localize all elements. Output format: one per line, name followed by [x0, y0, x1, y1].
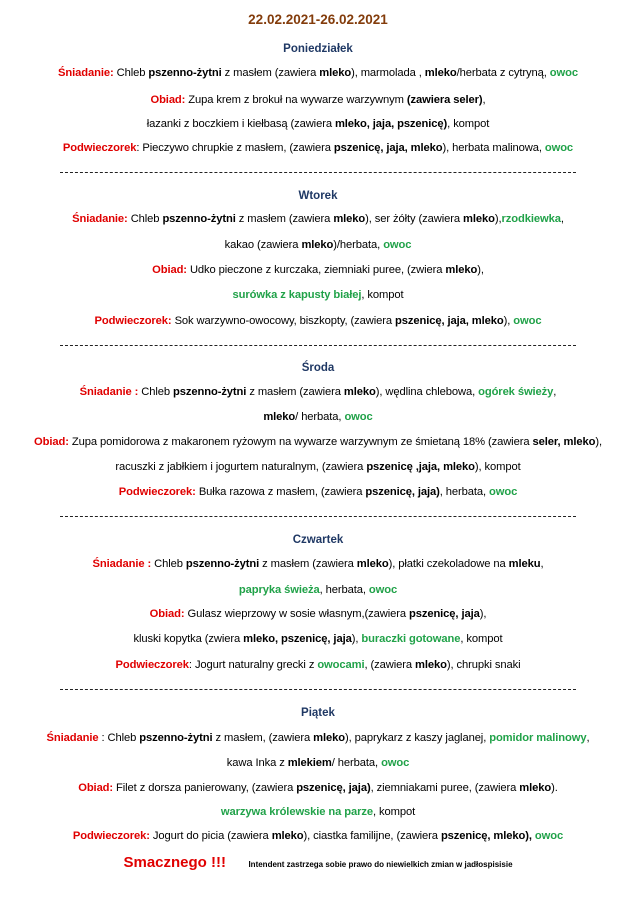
veg-item: ogórek świeży [478, 386, 554, 398]
menu-line [0, 213, 636, 225]
menu-text: Jogurt do picia (zawiera [149, 830, 272, 842]
date-range-title: 22.02.2021-26.02.2021 [248, 12, 388, 27]
veg-item: owoc [489, 486, 518, 498]
meal-label: Podwieczorek: [72, 830, 150, 842]
menu-line [0, 386, 636, 398]
day-heading-friday: Piątek [301, 707, 335, 719]
menu-text: /herbata z cytryną, [456, 67, 550, 79]
meal-label: Śniadanie: [58, 67, 114, 79]
menu-text: z masłem (zawiera [235, 213, 334, 225]
allergen-text: mleko [356, 558, 389, 570]
allergen-text: pszenicę, jaja, mleko [395, 315, 504, 327]
menu-text: ), paprykarz z kaszy jaglanej, [344, 732, 490, 744]
menu-text: , kompot [460, 633, 503, 645]
meal-label: Podwieczorek [62, 142, 137, 154]
veg-item: warzywa królewskie na parze [220, 806, 374, 818]
allergen-text: pszenicę, jaja [408, 608, 480, 620]
menu-line [0, 486, 636, 498]
menu-text: ), [351, 633, 362, 645]
menu-text: ), [494, 213, 502, 225]
day-heading-monday: Poniedziałek [283, 43, 353, 55]
menu-line [0, 67, 636, 79]
veg-item: owoc [534, 830, 564, 842]
allergen-text: (zawiera seler) [406, 94, 483, 106]
menu-line [0, 411, 636, 423]
menu-line [0, 659, 636, 671]
menu-line [0, 436, 636, 448]
menu-text: , kompot [361, 289, 404, 301]
day-heading-tuesday: Wtorek [298, 190, 338, 202]
menu-text: , kompot [373, 806, 416, 818]
menu-text: , herbata, [319, 584, 369, 596]
menu-line [0, 732, 636, 744]
allergen-text: mleko [343, 386, 376, 398]
meal-label: Obiad: [34, 436, 69, 448]
separator [60, 689, 576, 690]
veg-item: owoc [383, 239, 412, 251]
menu-line [0, 461, 636, 473]
separator [60, 516, 576, 517]
menu-text: z masłem, (zawiera [212, 732, 314, 744]
separator [60, 345, 576, 346]
menu-line [0, 782, 636, 794]
allergen-text: mlekiem [287, 757, 332, 769]
allergen-text: mleko [301, 239, 334, 251]
menu-text: z masłem (zawiera [221, 67, 320, 79]
veg-item: owoc [381, 757, 410, 769]
veg-item: owocami [317, 659, 365, 671]
menu-text: Zupa krem z brokuł na wywarze warzywnym [185, 94, 407, 106]
day-heading-wednesday: Środa [301, 362, 335, 374]
menu-line [0, 806, 636, 818]
menu-text: kawa Inka z [226, 757, 288, 769]
veg-item: papryka świeża [238, 584, 320, 596]
menu-text: ), [477, 264, 484, 276]
menu-text: , [540, 558, 544, 570]
allergen-text: pszenno-żytni [162, 213, 236, 225]
menu-text: ), wędlina chlebowa, [375, 386, 479, 398]
menu-text: Chleb [127, 213, 163, 225]
smacznego-text: Smacznego !!! [123, 854, 226, 871]
menu-line [0, 584, 636, 596]
veg-item: rzodkiewka [501, 213, 561, 225]
menu-text: )/herbata, [333, 239, 384, 251]
menu-text: : Chleb [98, 732, 140, 744]
menu-text: z masłem (zawiera [259, 558, 357, 570]
separator [60, 172, 576, 173]
footer-note: Intendent zastrzega sobie prawo do niewielkich zmian w jadłospisisie [248, 860, 513, 869]
allergen-text: mleko [333, 213, 366, 225]
menu-text: racuszki z jabłkiem i jogurtem naturalnym, (zawiera [115, 461, 367, 473]
menu-text: ), [479, 608, 487, 620]
menu-line [0, 118, 636, 130]
allergen-text: pszenno-żytni [148, 67, 222, 79]
meal-label: Śniadanie: [72, 213, 128, 225]
veg-item: owoc [513, 315, 542, 327]
allergen-text: mleko [271, 830, 304, 842]
allergen-text: mleko [463, 213, 495, 225]
menu-line [0, 289, 636, 301]
menu-text: , [553, 386, 557, 398]
allergen-text: mleko [445, 264, 478, 276]
meal-label: Obiad: [150, 94, 186, 106]
menu-text: Chleb [138, 386, 174, 398]
allergen-text: mleko [424, 67, 457, 79]
allergen-text: mleko, pszenicę, jaja [243, 633, 352, 645]
allergen-text: mleko [415, 659, 447, 671]
meal-label: Podwieczorek: [94, 315, 172, 327]
allergen-text: pszenno-żytni [139, 732, 213, 744]
allergen-text: mleko, jaja, pszenicę) [334, 118, 448, 130]
veg-item: owoc [549, 67, 578, 79]
menu-text: ), [503, 315, 514, 327]
menu-text: Udko pieczone z kurczaka, ziemniaki puree, (zwiera [186, 264, 446, 276]
menu-text: kluski kopytka (zwiera [133, 633, 244, 645]
menu-text: , herbata, [439, 486, 490, 498]
menu-text: : Jogurt naturalny grecki z [188, 659, 318, 671]
allergen-text: mleku [508, 558, 541, 570]
menu-text: , [482, 94, 486, 106]
menu-text: Chleb [113, 67, 149, 79]
meal-label: Śniadanie : [92, 558, 152, 570]
meal-label: Podwieczorek [115, 659, 189, 671]
veg-item: owoc [344, 411, 373, 423]
menu-line [0, 94, 636, 106]
menu-text: ), ciastka familijne, (zawiera [303, 830, 441, 842]
menu-text: łazanki z boczkiem i kiełbasą (zawiera [146, 118, 335, 130]
menu-text: , kompot [447, 118, 490, 130]
menu-text: Bułka razowa z masłem, (zawiera [195, 486, 366, 498]
day-heading-thursday: Czwartek [292, 534, 344, 546]
veg-item: pomidor malinowy [489, 732, 587, 744]
menu-line [0, 608, 636, 620]
menu-text: Sok warzywno-owocowy, biszkopty, (zawiera [171, 315, 396, 327]
menu-text: ), płatki czekoladowe na [388, 558, 509, 570]
allergen-text: pszenicę, mleko), [440, 830, 532, 842]
allergen-text: seler, mleko [532, 436, 596, 448]
menu-text: , (zawiera [364, 659, 416, 671]
allergen-text: pszenno-żytni [173, 386, 247, 398]
allergen-text: mleko [313, 732, 345, 744]
menu-line [0, 830, 636, 842]
menu-line [0, 633, 636, 645]
meal-label: Śniadanie [46, 732, 99, 744]
menu-line [0, 142, 636, 154]
menu-text: Gulasz wieprzowy w sosie własnym,(zawiera [184, 608, 409, 620]
veg-item: owoc [544, 142, 574, 154]
veg-item: surówka z kapusty białej [232, 289, 362, 301]
allergen-text: pszenicę, jaja) [296, 782, 371, 794]
allergen-text: pszenicę, jaja) [365, 486, 440, 498]
menu-text: , ziemniakami puree, (zawiera [370, 782, 520, 794]
meal-label: Śniadanie : [79, 386, 139, 398]
menu-text: / herbata, [295, 411, 345, 423]
menu-text: ), marmolada , [351, 67, 425, 79]
menu-text: Chleb [151, 558, 186, 570]
menu-line [0, 558, 636, 570]
allergen-text: pszenicę ,jaja, mleko [366, 461, 475, 473]
meal-label: Podwieczorek: [118, 486, 196, 498]
menu-text: ), kompot [474, 461, 521, 473]
allergen-text: pszenicę, jaja, mleko [333, 142, 443, 154]
menu-line [0, 757, 636, 769]
menu-text: ), ser żółty (zawiera [365, 213, 464, 225]
veg-item: buraczki gotowane [361, 633, 461, 645]
allergen-text: mleko [263, 411, 296, 423]
menu-line [0, 239, 636, 251]
menu-text: Filet z dorsza panierowany, (zawiera [113, 782, 297, 794]
footer [0, 854, 636, 872]
menu-text: ), herbata malinowa, [442, 142, 545, 154]
veg-item: owoc [368, 584, 398, 596]
menu-text: ), chrupki snaki [446, 659, 521, 671]
menu-text: Zupa pomidorowa z makaronem ryżowym na wywarze warzywnym ze śmietaną 18% (zawiera [68, 436, 533, 448]
allergen-text: mleko [319, 67, 352, 79]
menu-line [0, 315, 636, 327]
menu-text: z masłem (zawiera [246, 386, 344, 398]
menu-text: ). [551, 782, 558, 794]
menu-text: / herbata, [331, 757, 382, 769]
menu-text: ), [595, 436, 602, 448]
menu-text: kakao (zawiera [224, 239, 302, 251]
meal-label: Obiad: [152, 264, 187, 276]
menu-line [0, 264, 636, 276]
menu-text: , [560, 213, 564, 225]
allergen-text: mleko [519, 782, 552, 794]
meal-label: Obiad: [78, 782, 114, 794]
menu-text: , [586, 732, 590, 744]
meal-label: Obiad: [149, 608, 185, 620]
menu-text: : Pieczywo chrupkie z masłem, (zawiera [136, 142, 334, 154]
allergen-text: pszenno-żytni [185, 558, 260, 570]
